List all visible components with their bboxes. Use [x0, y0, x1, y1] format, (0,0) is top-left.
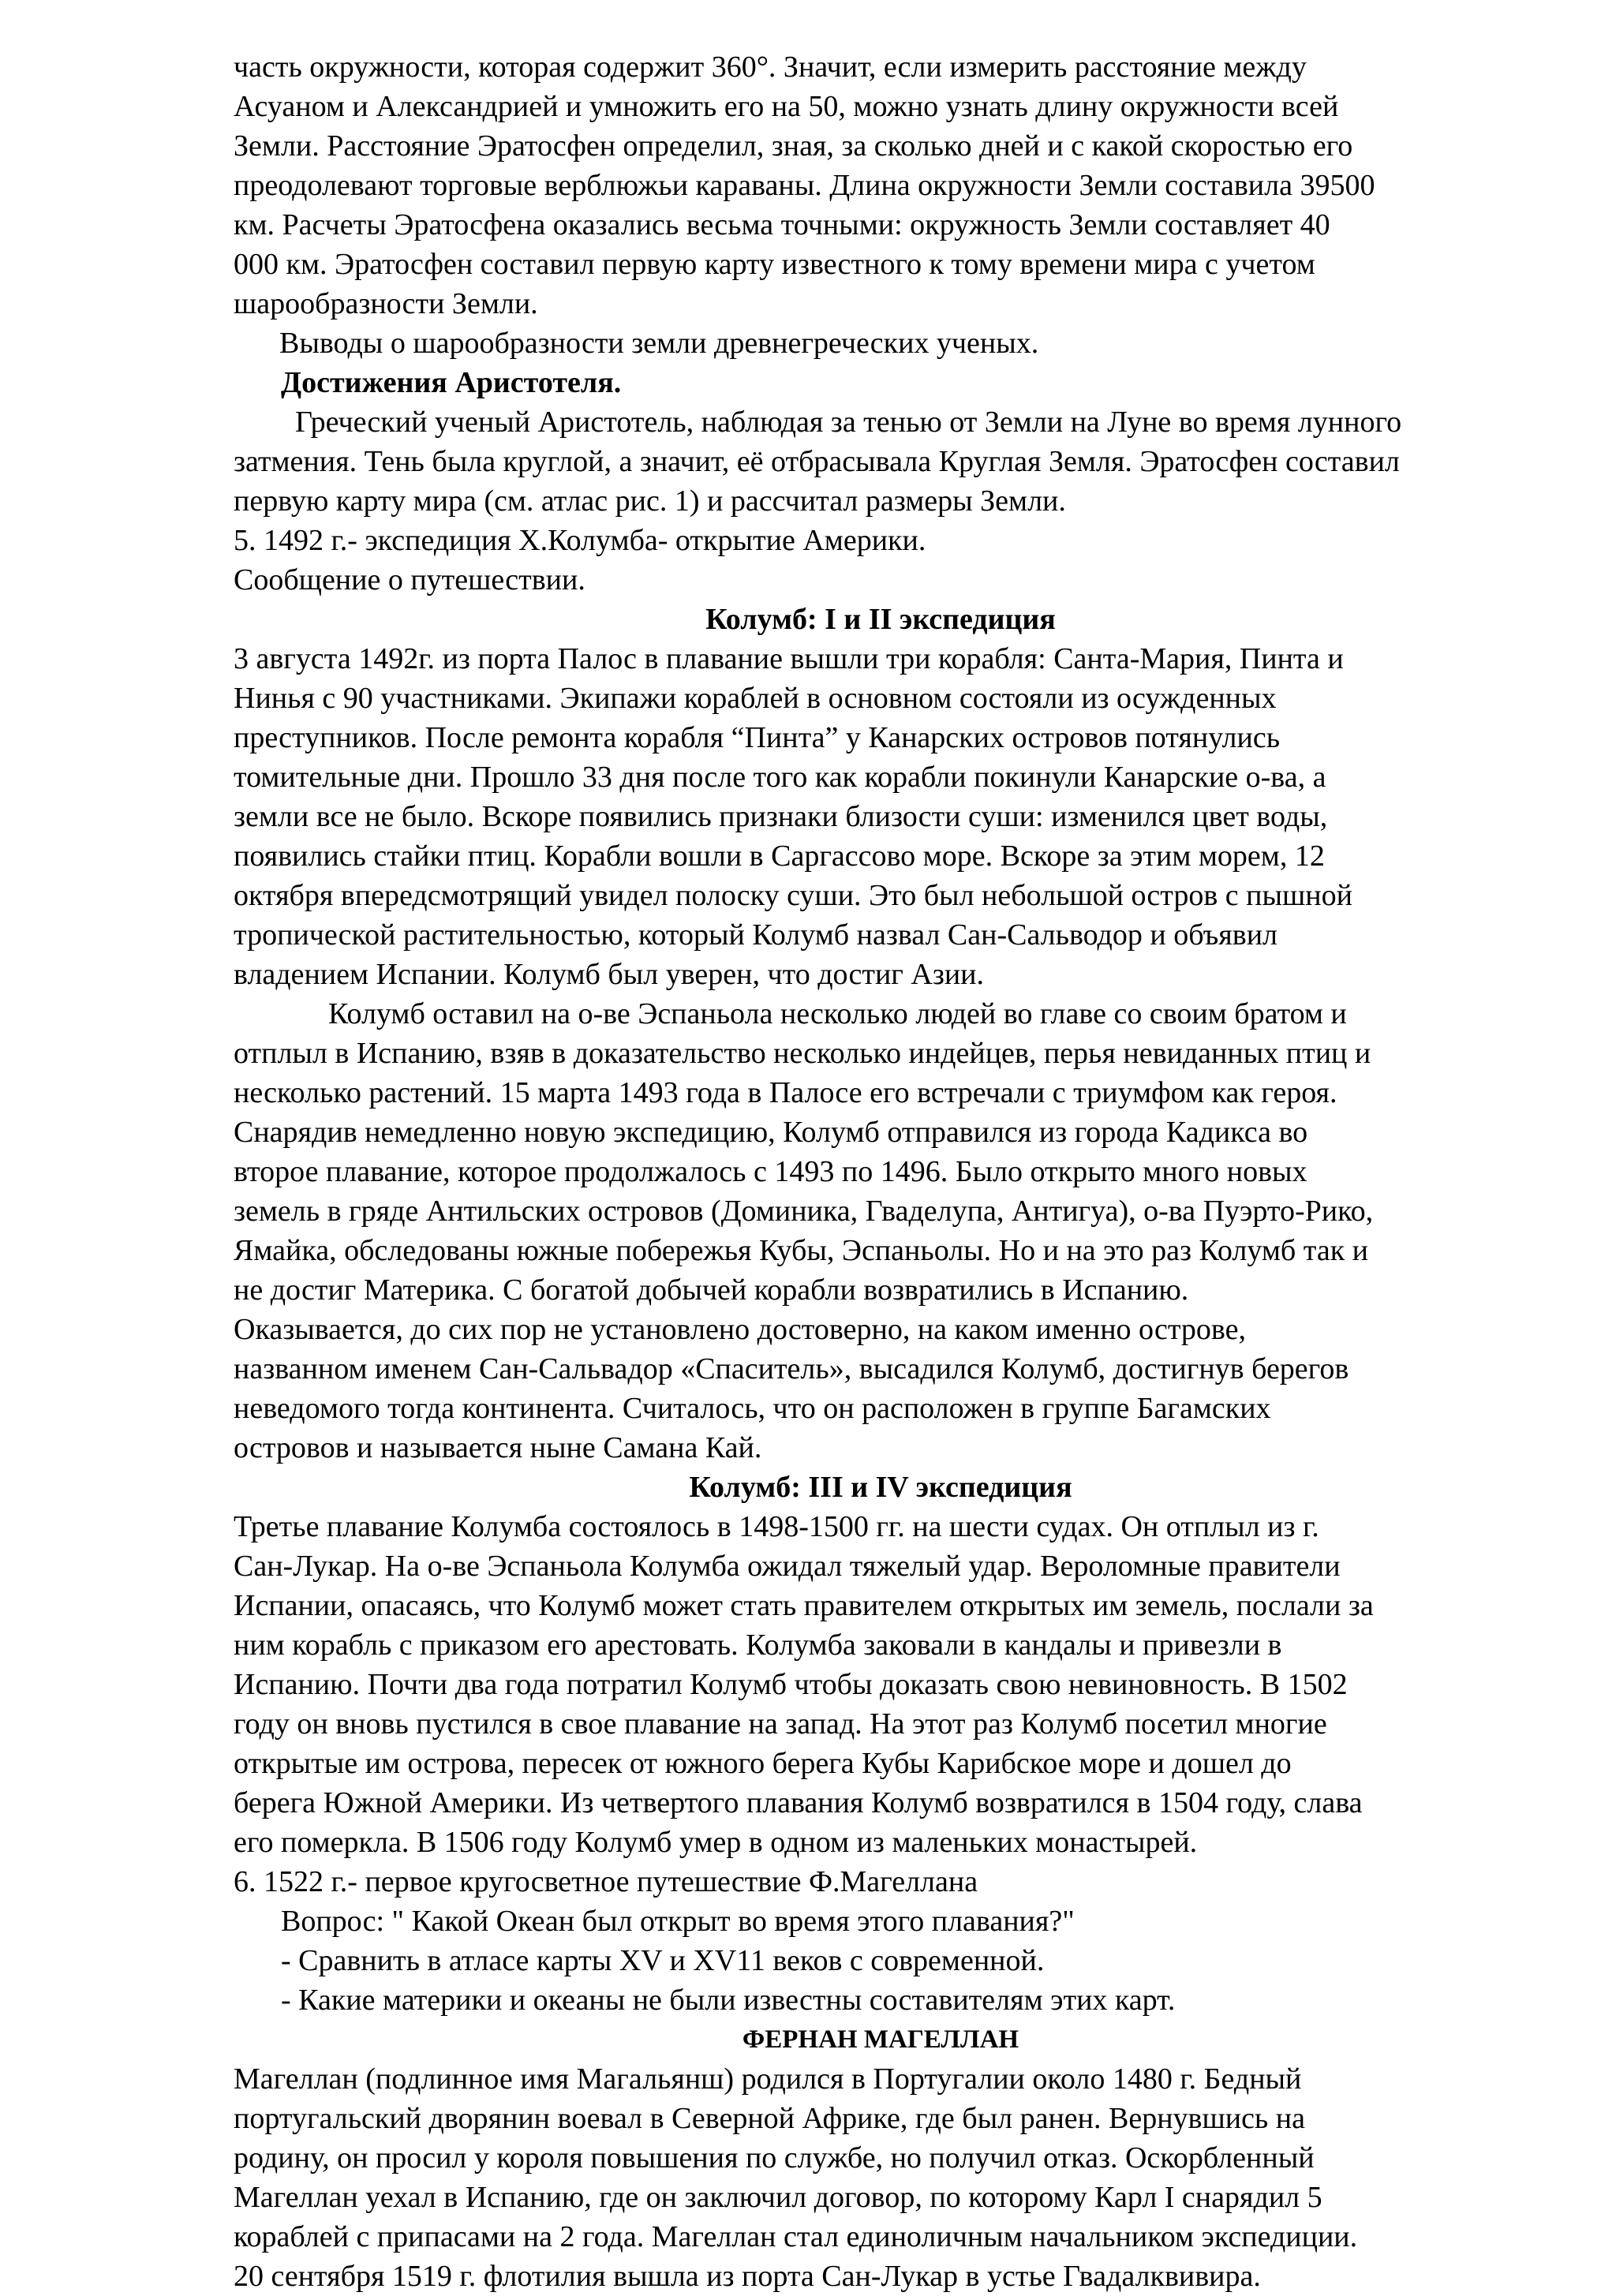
- text-line: Магеллан (подлинное имя Магальянш) родился в Португалии около 1480 г. Бедный: [234, 2062, 1302, 2096]
- text-line: - Сравнить в атласе карты XV и XV11 веков с современной.: [281, 1944, 1045, 1977]
- text-line: первую карту мира (см. атлас рис. 1) и рассчитал размеры Земли.: [234, 484, 1066, 518]
- text-line: не достиг Материка. С богатой добычей корабли возвратились в Испанию.: [234, 1273, 1189, 1307]
- text-line: преодолевают торговые верблюжьи караваны. Длина окружности Земли составила 39500: [234, 169, 1375, 202]
- text-line: 000 км. Эратосфен составил первую карту известного к тому времени мира с учетом: [234, 248, 1315, 281]
- text-line: Испании, опасаясь, что Колумб может стать правителем открытых им земель, послали за: [234, 1589, 1374, 1622]
- text-line: шарообразности Земли.: [234, 287, 538, 320]
- text-line: отплыл в Испанию, взяв в доказательство несколько индейцев, перья невиданных птиц и: [234, 1037, 1371, 1070]
- text-line: второе плавание, которое продолжалось с 1493 по 1496. Было открыто много новых: [234, 1155, 1307, 1188]
- text-line: берега Южной Америки. Из четвертого плавания Колумб возвратился в 1504 году, слава: [234, 1786, 1363, 1819]
- text-line: земель в гряде Антильских островов (Доминика, Гваделупа, Антигуа), о-ва Пуэрто-Рико,: [234, 1195, 1374, 1228]
- text-line: часть окружности, которая содержит 360°. Значит, если измерить расстояние между: [234, 50, 1307, 84]
- text-line: ФЕРНАН МАГЕЛЛАН: [742, 2025, 1019, 2054]
- text-line: октября впередсмотрящий увидел полоску суши. Это был небольшой остров с пышной: [234, 879, 1352, 912]
- text-line: неведомого тогда континента. Считалось, что он расположен в группе Багамских: [234, 1392, 1271, 1425]
- text-line: Нинья с 90 участниками. Экипажи кораблей в основном состояли из осужденных: [234, 682, 1277, 715]
- text-line: Достижения Аристотеля.: [281, 366, 622, 399]
- text-line: Сообщение о путешествии.: [234, 563, 585, 596]
- text-line: Греческий ученый Аристотель, наблюдая за тенью от Земли на Луне во время лунного: [295, 406, 1402, 439]
- text-line: преступников. После ремонта корабля “Пинта” у Канарских островов потянулись: [234, 721, 1281, 754]
- text-line: Колумб: I и II экспедиция: [705, 603, 1056, 636]
- text-line: Земли. Расстояние Эратосфен определил, зная, за сколько дней и с какой скоростью его: [234, 129, 1353, 163]
- text-line: кораблей с припасами на 2 года. Магеллан стал единоличным начальником экспедиции.: [234, 2220, 1358, 2253]
- text-line: Выводы о шарообразности земли древнегреческих ученых.: [279, 327, 1039, 360]
- text-line: островов и называется ныне Самана Кай.: [234, 1431, 762, 1464]
- text-line: земли все не было. Вскоре появились признаки близости суши: изменился цвет воды,: [234, 800, 1328, 833]
- text-line: владением Испании. Колумб был уверен, что достиг Азии.: [234, 958, 985, 991]
- text-line: Снарядив немедленно новую экспедицию, Колумб отправился из города Кадикса во: [234, 1116, 1308, 1149]
- text-line: несколько растений. 15 марта 1493 года в Палосе его встречали с триумфом как героя.: [234, 1076, 1337, 1109]
- text-line: ним корабль с приказом его арестовать. Колумба заковали в кандалы и привезли в: [234, 1629, 1282, 1662]
- text-line: названном именем Сан-Сальвадор «Спаситель», высадился Колумб, достигнув берегов: [234, 1352, 1349, 1385]
- text-line: появились стайки птиц. Корабли вошли в Саргассово море. Вскоре за этим морем, 12: [234, 839, 1325, 873]
- text-line: году он вновь пустился в свое плавание на запад. На этот раз Колумб посетил многие: [234, 1707, 1327, 1741]
- text-line: затмения. Тень была круглой, а значит, её отбрасывала Круглая Земля. Эратосфен составил: [234, 445, 1400, 478]
- text-line: Колумб оставил на о-ве Эспаньола несколько людей во главе со своим братом и: [328, 997, 1347, 1030]
- text-line: Третье плавание Колумба состоялось в 1498-1500 гг. на шести судах. Он отплыл из г.: [234, 1510, 1319, 1543]
- text-line: Сан-Лукар. На о-ве Эспаньола Колумба ожидал тяжелый удар. Вероломные правители: [234, 1550, 1341, 1583]
- text-line: родину, он просил у короля повышения по службе, но получил отказ. Оскорбленный: [234, 2141, 1315, 2174]
- text-line: Магеллан уехал в Испанию, где он заключил договор, по которому Карл I снарядил 5: [234, 2181, 1322, 2214]
- text-line: 5. 1492 г.- экспедиция Х.Колумба- открытие Америки.: [234, 524, 926, 557]
- text-line: км. Расчеты Эратосфена оказались весьма точными: окружность Земли составляет 40: [234, 208, 1330, 241]
- text-line: Испанию. Почти два года потратил Колумб чтобы доказать свою невиновность. В 1502: [234, 1668, 1348, 1701]
- text-line: 3 августа 1492г. из порта Палос в плавание вышли три корабля: Санта-Мария, Пинта и: [234, 642, 1344, 675]
- text-line: 6. 1522 г.- первое кругосветное путешествие Ф.Магеллана: [234, 1865, 978, 1898]
- text-line: Асуаном и Александрией и умножить его на 50, можно узнать длину окружности всей: [234, 90, 1339, 123]
- text-line: его померкла. В 1506 году Колумб умер в одном из маленьких монастырей.: [234, 1826, 1198, 1859]
- document-text: [234, 47, 1528, 2296]
- text-line: Колумб: III и IV экспедиция: [689, 1471, 1072, 1504]
- text-line: Оказывается, до сих пор не установлено достоверно, на каком именно острове,: [234, 1313, 1247, 1346]
- text-line: 20 сентября 1519 г. флотилия вышла из порта Сан-Лукар в устье Гвадалквивира.: [234, 2260, 1261, 2293]
- text-line: - Какие материки и океаны не были известны составителям этих карт.: [281, 1984, 1176, 2017]
- text-line: Вопрос: " Какой Океан был открыт во время этого плавания?": [281, 1905, 1075, 1938]
- text-line: тропической растительностью, который Колумб назвал Сан-Сальводор и объявил: [234, 918, 1277, 952]
- text-line: португальский дворянин воевал в Северной Африке, где был ранен. Вернувшись на: [234, 2102, 1305, 2135]
- text-line: томительные дни. Прошло 33 дня после того как корабли покинули Канарские о-ва, а: [234, 761, 1326, 794]
- text-line: открытые им острова, пересек от южного берега Кубы Карибское море и дошел до: [234, 1747, 1292, 1780]
- text-line: Ямайка, обследованы южные побережья Кубы, Эспаньолы. Но и на это раз Колумб так и: [234, 1234, 1368, 1267]
